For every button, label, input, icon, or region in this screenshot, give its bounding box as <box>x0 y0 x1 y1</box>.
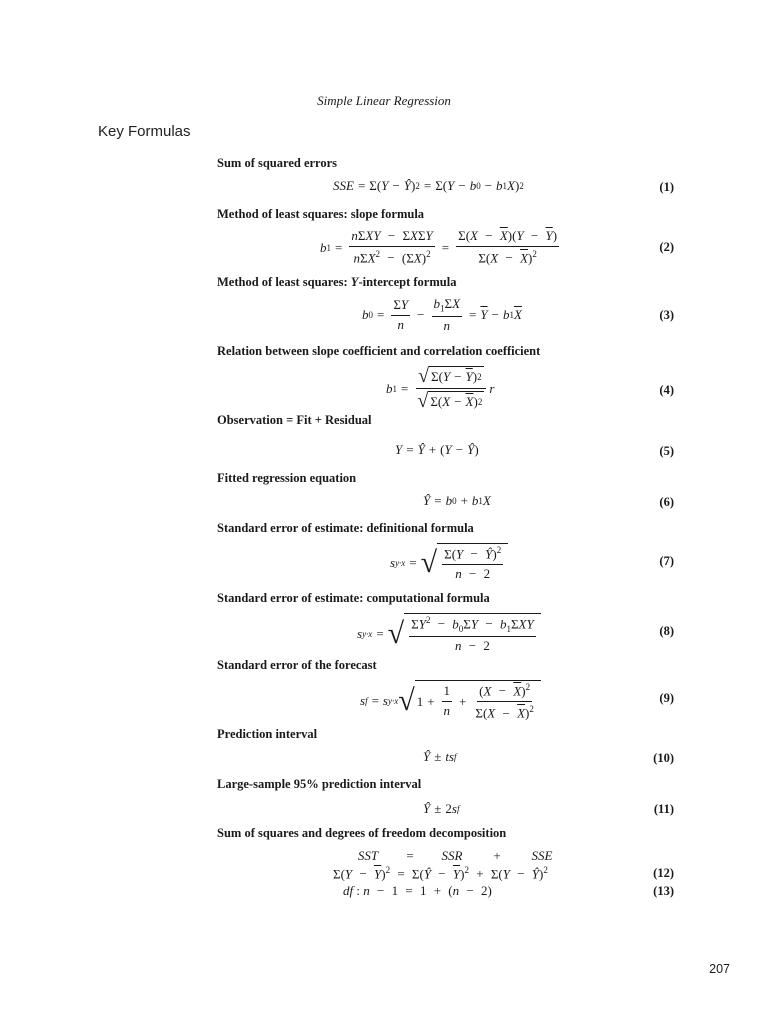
formula-expression: b 1 = $\frac{\text{nΣXY − ΣXΣY}}{n\Sigma X^2 - (\Sigma X)^2}$ = $\frac{\Sigma(X - \overline{X})(Y - \overline{Y})}{\Sigma(X - \overline{X})^2}$ <box>320 228 558 266</box>
formula-heading: Fitted regression equation <box>217 471 357 485</box>
formula-expression: s f = s y·x √ 1 + $\frac{1}{n}$ + $\frac{(X - \overline{X})^2}{\Sigma(X - \overline{X})^2}$ <box>360 680 541 722</box>
label-ssr: SSR <box>441 848 463 863</box>
decomposition-labels <box>348 848 562 864</box>
formula-expression: Ŷ = b 0 + b 1 X <box>423 493 491 508</box>
label-sse: SSE <box>531 848 553 863</box>
formula-expression: s y·x = √ $\frac{\Sigma Y^2 - b_0\Sigma Y - b_1\Sigma XY}{n - 2}$ <box>357 613 541 654</box>
page-number: 207 <box>709 962 730 976</box>
formula-expression: SSE = Σ( Y − Ŷ ) 2 = Σ( Y − b 0 − b 1 X ) 2 <box>333 178 524 193</box>
equation-number: (11) <box>653 802 674 816</box>
formula-heading: Relation between slope coefficient and correlation coefficient <box>217 344 541 358</box>
formula-heading: Large-sample 95% prediction interval <box>217 777 422 791</box>
running-head: Simple Linear Regression <box>317 93 451 108</box>
formula-heading: Prediction interval <box>217 727 318 741</box>
degrees-of-freedom-decomposition: df : n − 1 = 1 + (n − 2) <box>343 883 492 898</box>
equation-number: (2) <box>659 240 674 254</box>
equation-number: (12) <box>653 866 674 880</box>
formula-expression: Ŷ ± ts f <box>423 749 457 764</box>
formula-expression: Ŷ ± 2 s f <box>423 801 460 816</box>
equation-number: (4) <box>659 383 674 397</box>
equation-number: (13) <box>653 884 674 898</box>
formula-expression: Y = Ŷ + ( Y − Ŷ ) <box>395 442 479 457</box>
equation-number: (10) <box>653 751 674 765</box>
equation-number: (5) <box>659 444 674 458</box>
label-plus: + <box>493 848 501 863</box>
equation-number: (1) <box>659 180 674 194</box>
label-sst: SST <box>357 848 379 863</box>
equation-number: (7) <box>659 554 674 568</box>
formula-heading: Sum of squares and degrees of freedom decomposition <box>217 826 507 840</box>
formula-heading: Standard error of estimate: definitional formula <box>217 521 474 535</box>
formula-heading: Standard error of the forecast <box>217 658 377 672</box>
sum-of-squares-decomposition: $\Sigma(Y - \overline{Y})^2$ = Σ(Ŷ − $\overline{Y})^2 + \Sigma(Y$ − Ŷ)$^2$ <box>333 865 548 882</box>
formula-heading: Observation = Fit + Residual <box>217 413 372 427</box>
section-title: Key Formulas <box>98 123 191 140</box>
equation-number: (8) <box>659 624 674 638</box>
formula-expression: b 1 = √ Σ( Y − $\overline{Y}$ ) 2 √ Σ( X − $\overline{X}$ ) 2 r <box>386 365 495 412</box>
equation-number: (3) <box>659 308 674 322</box>
label-equals: = <box>406 848 414 863</box>
equation-number: (6) <box>659 495 674 509</box>
formula-heading: Method of least squares: slope formula <box>217 207 425 221</box>
formula-heading: Method of least squares: Y-intercept formula <box>217 275 457 289</box>
formula-heading: Sum of squared errors <box>217 156 338 170</box>
formula-expression: s y·x = √ $\frac{\Sigma(Y - Ŷ)^2}{n - 2}$ <box>390 543 508 582</box>
formula-expression: b 0 = $\frac{\Sigma Y}{n}$ − $\frac{b_1\Sigma X}{n}$ = $\overline{Y}$ − b 1 $\overline{X}$ <box>362 296 522 333</box>
equation-number: (9) <box>659 691 674 705</box>
formula-heading: Standard error of estimate: computational formula <box>217 591 490 605</box>
